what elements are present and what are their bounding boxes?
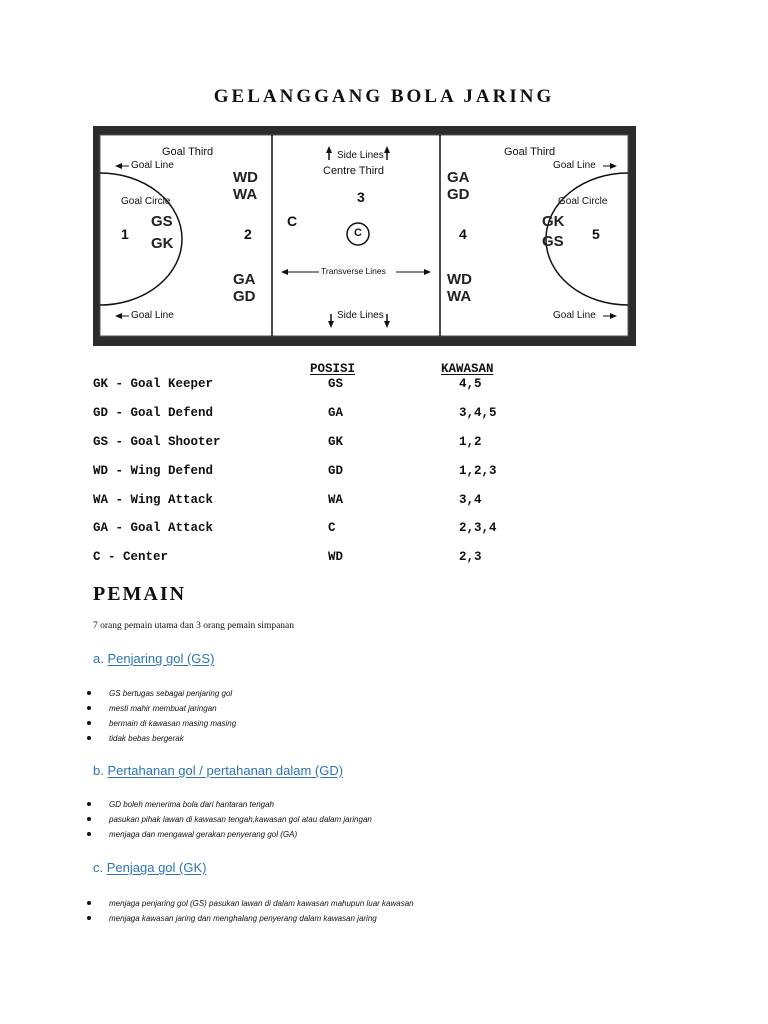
posisi-header: POSISI — [310, 362, 356, 376]
position-posisi: GD — [328, 464, 344, 478]
zone-1-label: 1 — [121, 226, 129, 242]
player-gk-right: GK — [542, 213, 565, 230]
section-c-heading — [93, 860, 206, 875]
list-item: tidak bebas bergerak — [87, 731, 236, 746]
zone-3-label: 3 — [357, 189, 365, 205]
side-lines-bottom-label: Side Lines — [337, 310, 384, 321]
player-gk-left: GK — [151, 235, 174, 252]
bullet-icon — [87, 721, 91, 725]
position-posisi: C — [328, 521, 336, 535]
position-name: GD - Goal Defend — [93, 406, 214, 420]
position-name: GA - Goal Attack — [93, 521, 214, 535]
goal-line-right-bottom: Goal Line — [553, 310, 596, 321]
zone-5-label: 5 — [592, 226, 600, 242]
bullet-icon — [87, 916, 91, 920]
goal-third-right-label: Goal Third — [504, 146, 556, 158]
position-posisi: WD — [328, 550, 344, 564]
c-label: C — [287, 213, 298, 229]
goal-line-left-top: Goal Line — [131, 160, 174, 171]
list-item: GD boleh menerima bola dari hantaran tengah — [87, 797, 372, 812]
table-row — [93, 435, 653, 451]
section-prefix: c. — [93, 860, 104, 875]
bullet-icon — [87, 802, 91, 806]
section-title: Penjaring gol (GS) — [107, 651, 215, 666]
position-name: GK - Goal Keeper — [93, 377, 214, 391]
section-b-heading — [93, 763, 343, 778]
player-wa-left: WA — [233, 186, 258, 203]
section-b-bullets — [87, 797, 372, 842]
list-item: menjaga penjaring gol (GS) pasukan lawan di dalam kawasan mahupun luar kawasan — [87, 896, 414, 911]
kawasan-header: KAWASAN — [441, 362, 494, 376]
table-row — [93, 406, 653, 422]
section-prefix: a. — [93, 651, 104, 666]
player-gd-left: GD — [233, 288, 256, 305]
bullet-icon — [87, 691, 91, 695]
goal-line-right-top: Goal Line — [553, 160, 596, 171]
position-posisi: GS — [328, 377, 344, 391]
player-wd-right: WD — [447, 271, 472, 288]
section-title: Pertahanan gol / pertahanan dalam (GD) — [107, 763, 344, 778]
player-ga-right: GA — [447, 169, 470, 186]
position-kawasan: 3,4,5 — [459, 406, 497, 420]
table-row — [93, 521, 653, 537]
goal-third-left-label: Goal Third — [162, 146, 214, 158]
bullet-icon — [87, 817, 91, 821]
player-wd-left: WD — [233, 169, 258, 186]
player-gs-right: GS — [542, 233, 564, 250]
pemain-intro: 7 orang pemain utama dan 3 orang pemain simpanan — [93, 621, 295, 631]
section-a-heading — [93, 651, 214, 666]
position-name: GS - Goal Shooter — [93, 435, 221, 449]
bullet-icon — [87, 901, 91, 905]
position-posisi: WA — [328, 493, 344, 507]
page-title: GELANGGANG BOLA JARING — [213, 86, 555, 107]
table-row — [93, 550, 653, 566]
bullet-icon — [87, 832, 91, 836]
list-item: menjaga kawasan jaring dan menghalang penyerang dalam kawasan jaring — [87, 911, 414, 926]
goal-circle-right-label: Goal Circle — [558, 196, 608, 207]
goal-line-left-bottom: Goal Line — [131, 310, 174, 321]
position-kawasan: 4,5 — [459, 377, 482, 391]
bullet-icon — [87, 706, 91, 710]
list-item: bermain di kawasan masing masing — [87, 716, 236, 731]
section-title: Penjaga gol (GK) — [106, 860, 207, 875]
list-item: GS bertugas sebagai penjaring gol — [87, 686, 236, 701]
netball-court-diagram — [93, 126, 636, 346]
player-gd-right: GD — [447, 186, 470, 203]
section-c-bullets — [87, 896, 414, 926]
position-kawasan: 2,3 — [459, 550, 482, 564]
list-item: menjaga dan mengawal gerakan penyerang gol (GA) — [87, 827, 372, 842]
player-wa-right: WA — [447, 288, 472, 305]
side-lines-top-label: Side Lines — [337, 150, 384, 161]
player-gs-left: GS — [151, 213, 173, 230]
list-item: pasukan pihak lawan di kawasan tengah,kawasan gol atau dalam jaringan — [87, 812, 372, 827]
position-name: C - Center — [93, 550, 169, 564]
goal-circle-left-label: Goal Circle — [121, 196, 171, 207]
section-prefix: b. — [93, 763, 104, 778]
table-row — [93, 464, 653, 480]
transverse-lines-label: Transverse Lines — [321, 266, 386, 276]
position-posisi: GA — [328, 406, 344, 420]
table-row — [93, 377, 653, 393]
position-kawasan: 2,3,4 — [459, 521, 497, 535]
position-name: WD - Wing Defend — [93, 464, 214, 478]
player-ga-left: GA — [233, 271, 256, 288]
pemain-heading: PEMAIN — [93, 583, 187, 605]
section-a-bullets — [87, 686, 236, 746]
zone-2-label: 2 — [244, 226, 252, 242]
table-row — [93, 493, 653, 509]
zone-4-label: 4 — [459, 226, 467, 242]
position-kawasan: 1,2,3 — [459, 464, 497, 478]
position-kawasan: 3,4 — [459, 493, 482, 507]
centre-circle-c-label: C — [354, 227, 362, 239]
position-kawasan: 1,2 — [459, 435, 482, 449]
position-posisi: GK — [328, 435, 344, 449]
position-name: WA - Wing Attack — [93, 493, 214, 507]
centre-third-label: Centre Third — [323, 165, 384, 177]
list-item: mesti mahir membuat jaringan — [87, 701, 236, 716]
bullet-icon — [87, 736, 91, 740]
